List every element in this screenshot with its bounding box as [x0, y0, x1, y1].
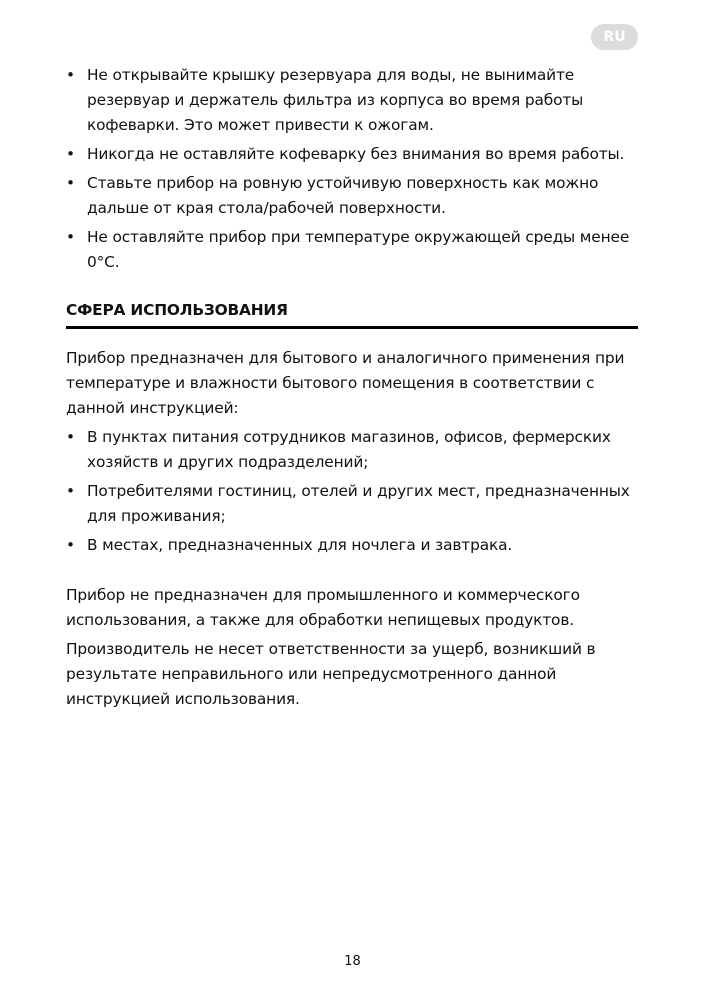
list-item: • Ставьте прибор на ровную устойчивую поверхность как можно дальше от края стола/рабочей поверхности.: [66, 171, 638, 221]
list-item: • В местах, предназначенных для ночлега и завтрака.: [66, 533, 638, 558]
list-item: • Потребителями гостиниц, отелей и других мест, предназначенных для проживания;: [66, 479, 638, 529]
usage-intro-paragraph: Прибор предназначен для бытового и аналогичного применения при температуре и влажности бытового помещения в соответствии с данной инструкцией:: [66, 349, 625, 417]
safety-bullet-list: [66, 63, 638, 275]
language-badge: RU: [591, 24, 638, 50]
page-content: [66, 63, 638, 716]
list-item: • Не оставляйте прибор при температуре окружающей среды менее 0°C.: [66, 225, 638, 275]
page-number: 18: [344, 954, 361, 969]
list-item: • В пунктах питания сотрудников магазинов, офисов, фермерских хозяйств и других подразделений;: [66, 425, 638, 475]
section-title: СФЕРА ИСПОЛЬЗОВАНИЯ: [66, 301, 288, 319]
not-intended-paragraph: Прибор не предназначен для промышленного и коммерческого использования, а также для обработки непищевых продуктов.: [66, 586, 580, 629]
section-divider: [66, 326, 638, 329]
list-item: • Никогда не оставляйте кофеварку без внимания во время работы.: [66, 142, 638, 167]
liability-paragraph: Производитель не несет ответственности за ущерб, возникший в результате неправильного или непредусмотренного данной инструкцией использования.: [66, 640, 596, 708]
spacer: [66, 562, 638, 583]
usage-bullet-list: [66, 425, 638, 558]
list-item: • Не открывайте крышку резервуара для воды, не вынимайте резервуар и держатель фильтра из корпуса во время работы кофеварки. Это может привести к ожогам.: [66, 63, 638, 138]
